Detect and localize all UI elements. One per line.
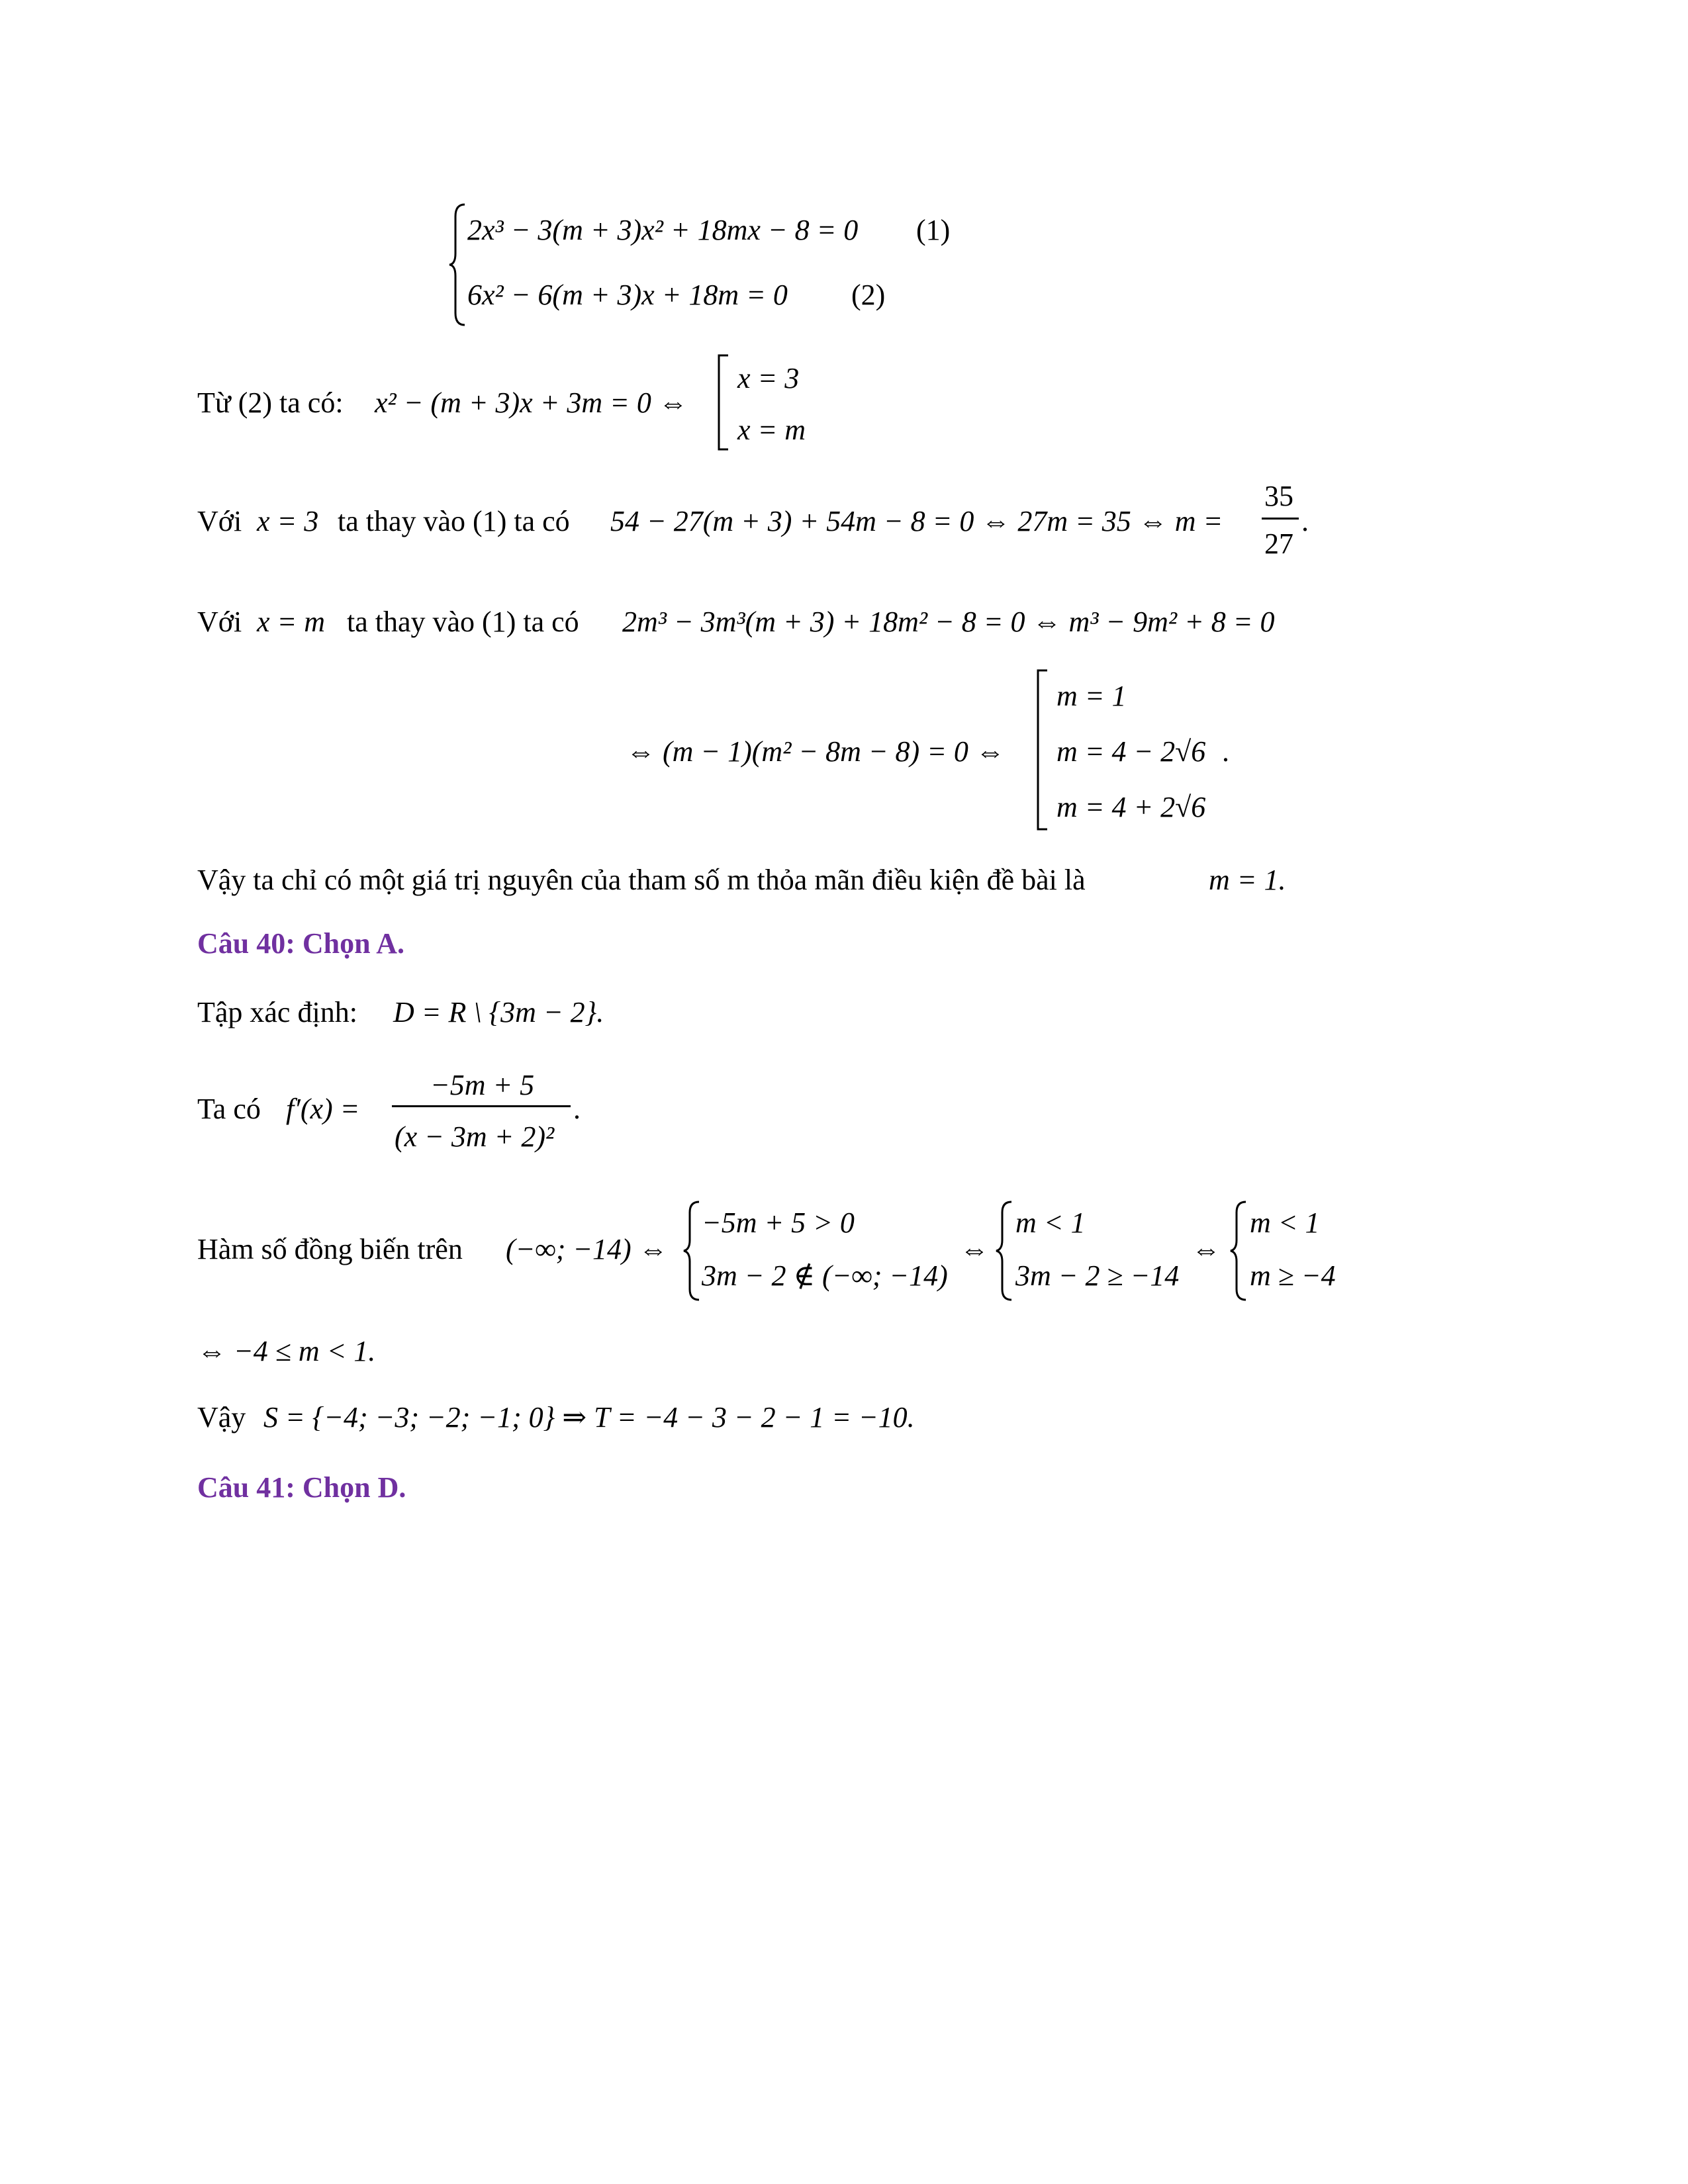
left-brace <box>682 1199 702 1302</box>
factor-case1: m = 1 <box>1056 680 1127 712</box>
voim-cond: x = m <box>257 606 325 638</box>
eq-tag-1: (1) <box>916 214 951 246</box>
frac-numerator: 35 <box>1264 480 1293 512</box>
tu2-case1: x = 3 <box>737 362 800 394</box>
system-b-line2: 3m − 2 ≥ −14 <box>1015 1259 1180 1292</box>
tu2-case2: x = m <box>737 414 806 446</box>
voi3-end: . <box>1301 505 1309 537</box>
question-40-heading: Câu 40: Chọn A. <box>197 927 404 960</box>
derivative-numerator: −5m + 5 <box>430 1069 535 1101</box>
left-bracket <box>715 353 731 451</box>
factor-case2-end: . <box>1222 735 1229 768</box>
frac-denominator: 27 <box>1264 527 1293 560</box>
fraction-bar <box>1262 518 1299 520</box>
increasing-prefix: Hàm số đồng biến trên <box>197 1233 463 1265</box>
domain-expression: D = R \ {3m − 2}. <box>393 996 604 1028</box>
left-brace <box>994 1199 1014 1302</box>
voi3-cond: x = 3 <box>257 505 319 537</box>
left-bracket <box>1034 668 1050 831</box>
factor-case2: m = 4 − 2√6 <box>1056 735 1206 768</box>
equiv-arrow-2: ⇔ <box>1192 1233 1221 1265</box>
system-a-line2: 3m − 2 ∉ (−∞; −14) <box>702 1259 948 1292</box>
voi3-prefix: Với <box>197 505 242 537</box>
derivative-prefix: Ta có <box>197 1093 261 1125</box>
system-c-line1: m < 1 <box>1250 1206 1320 1239</box>
system-eq1: 2x³ − 3(m + 3)x² + 18mx − 8 = 0 <box>467 214 859 246</box>
set-and-sum: S = {−4; −3; −2; −1; 0} ⇒ T = −4 − 3 − 2 − 1 = −10. <box>263 1401 915 1433</box>
eq-tag-2: (2) <box>851 279 886 311</box>
tu2-equation: x² − (m + 3)x + 3m = 0 ⇔ <box>375 387 688 419</box>
derivative-lhs: f′(x) = <box>286 1093 360 1125</box>
system-eq2: 6x² − 6(m + 3)x + 18m = 0 <box>467 279 788 311</box>
voim-prefix: Với <box>197 606 242 638</box>
increasing-interval: (−∞; −14) ⇔ <box>506 1233 668 1265</box>
system-b-line1: m < 1 <box>1015 1206 1086 1239</box>
voim-equation: 2m³ − 3m³(m + 3) + 18m² − 8 = 0 ⇔ m³ − 9m² + 8 = 0 <box>622 606 1275 638</box>
set-prefix: Vậy <box>197 1401 246 1433</box>
factor-equation: ⇔ (m − 1)(m² − 8m − 8) = 0 ⇔ <box>626 735 1005 768</box>
voim-middle: ta thay vào (1) ta có <box>347 606 579 638</box>
system-c-line2: m ≥ −4 <box>1250 1259 1336 1292</box>
voi3-equation: 54 − 27(m + 3) + 54m − 8 = 0 ⇔ 27m = 35 ⇔ m = <box>610 505 1223 537</box>
system-a-line1: −5m + 5 > 0 <box>702 1206 855 1239</box>
fraction-bar <box>392 1105 571 1107</box>
derivative-denominator: (x − 3m + 2)² <box>395 1120 555 1153</box>
range-result: ⇔ −4 ≤ m < 1. <box>197 1335 376 1367</box>
conclusion-text: Vậy ta chỉ có một giá trị nguyên của tham số m thỏa mãn điều kiện đề bài là <box>197 864 1086 896</box>
left-brace <box>447 202 467 328</box>
tu2-prefix: Từ (2) ta có: <box>197 387 344 419</box>
factor-case3: m = 4 + 2√6 <box>1056 791 1206 823</box>
domain-prefix: Tập xác định: <box>197 996 357 1028</box>
left-brace <box>1229 1199 1248 1302</box>
conclusion-value: m = 1. <box>1209 864 1286 896</box>
derivative-end: . <box>573 1093 581 1125</box>
voi3-middle: ta thay vào (1) ta có <box>338 505 570 537</box>
question-41-heading: Câu 41: Chọn D. <box>197 1471 406 1504</box>
equiv-arrow-1: ⇔ <box>960 1233 989 1265</box>
